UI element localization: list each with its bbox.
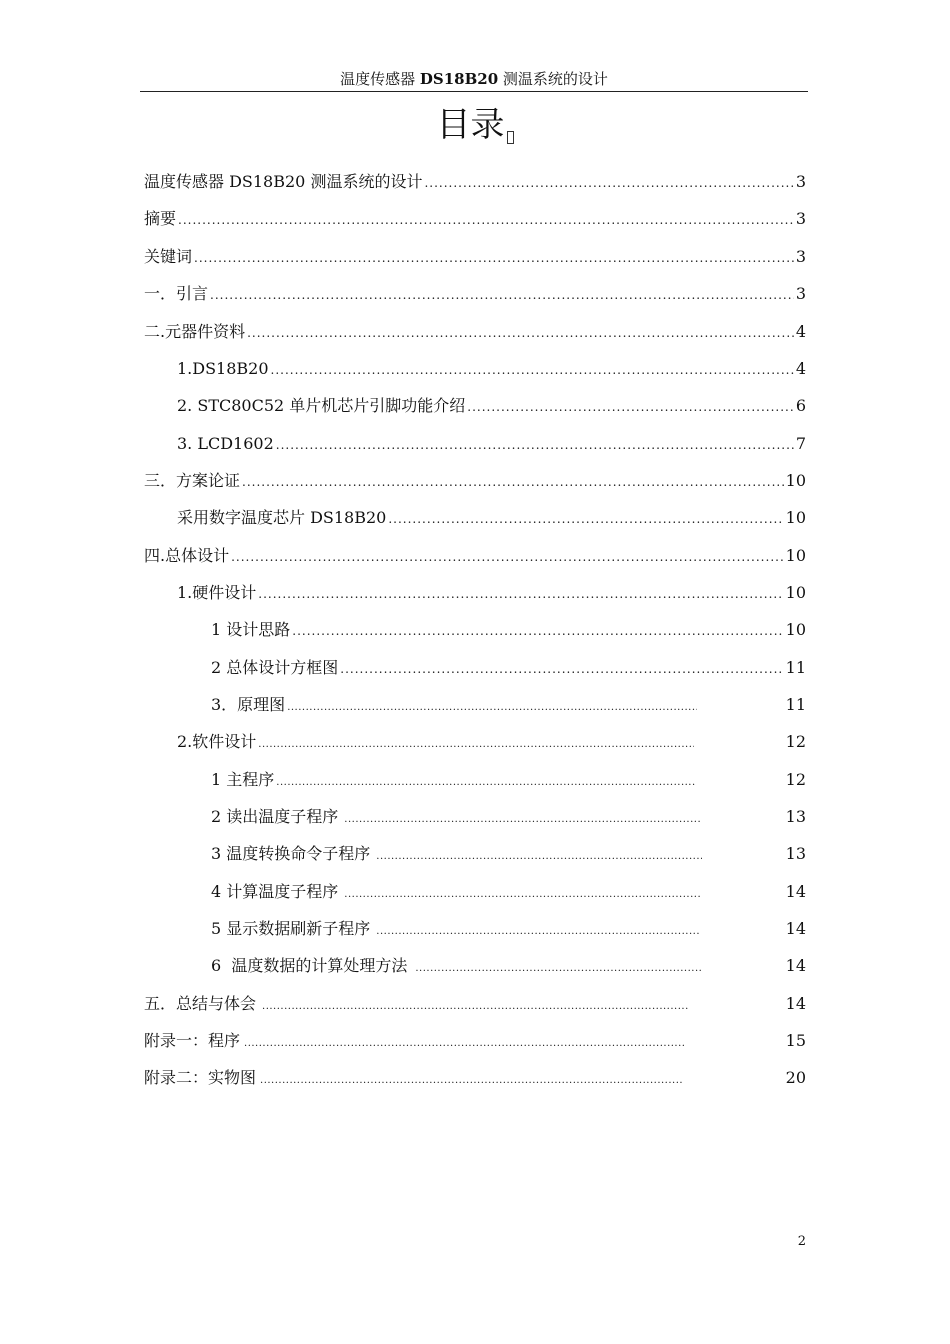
toc-entry[interactable] bbox=[211, 880, 806, 904]
toc-leader-dots bbox=[276, 771, 696, 795]
toc-leader-dots bbox=[271, 358, 794, 382]
toc-leader-dots bbox=[388, 507, 783, 531]
toc-entry[interactable] bbox=[211, 693, 806, 717]
toc-entry-page: 11 bbox=[785, 658, 806, 677]
toc-entry[interactable] bbox=[211, 842, 806, 866]
toc-leader-dots bbox=[244, 1032, 684, 1056]
toc-leader-dots bbox=[292, 619, 783, 643]
toc-leader-dots bbox=[287, 696, 697, 720]
toc-entry-page: 3 bbox=[795, 209, 806, 228]
toc-entry-page: 12 bbox=[785, 732, 806, 751]
toc-entry[interactable] bbox=[211, 917, 806, 941]
toc-entry[interactable] bbox=[144, 282, 806, 306]
header-text-bold: DS18B20 bbox=[419, 70, 499, 88]
toc-entry-label: 关键词 bbox=[144, 247, 193, 266]
toc-leader-dots bbox=[231, 545, 784, 569]
toc-entry-page: 11 bbox=[785, 695, 806, 714]
toc-entry-page: 7 bbox=[795, 434, 806, 453]
toc-leader-dots bbox=[340, 657, 783, 681]
toc-entry[interactable] bbox=[177, 394, 806, 418]
header-text-pre: 温度传感器 bbox=[340, 70, 420, 88]
toc-entry-page: 14 bbox=[785, 956, 806, 975]
toc-entry-page: 14 bbox=[785, 919, 806, 938]
toc-entry-page: 4 bbox=[795, 322, 806, 341]
toc-entry-page: 13 bbox=[785, 844, 806, 863]
toc-entry-page: 14 bbox=[785, 882, 806, 901]
toc-entry-label: 3. LCD1602 bbox=[177, 434, 274, 453]
toc-entry-page: 12 bbox=[785, 770, 806, 789]
toc-entry[interactable] bbox=[177, 581, 806, 605]
toc-leader-dots bbox=[258, 733, 694, 757]
toc-entry-label: 2.软件设计 bbox=[177, 732, 257, 751]
toc-title bbox=[0, 103, 950, 147]
toc-entry-page: 3 bbox=[795, 172, 806, 191]
toc-entry-label: 1 设计思路 bbox=[211, 620, 291, 639]
toc-entry-label: 附录一：程序 bbox=[144, 1031, 241, 1050]
toc-leader-dots bbox=[210, 283, 794, 307]
toc-entry[interactable] bbox=[177, 506, 806, 530]
toc-entry-label: 五．总结与体会 bbox=[144, 994, 257, 1013]
toc-leader-dots bbox=[415, 957, 703, 981]
toc-title-text: 目录 bbox=[436, 105, 505, 145]
page-number: 2 bbox=[797, 1234, 806, 1249]
toc-entry[interactable] bbox=[144, 170, 806, 194]
toc-leader-dots bbox=[260, 1069, 684, 1093]
placeholder-glyph-icon bbox=[507, 131, 514, 144]
toc-leader-dots bbox=[178, 208, 794, 232]
toc-entry[interactable] bbox=[144, 469, 806, 493]
toc-entry-label: 摘要 bbox=[144, 209, 177, 228]
toc-entry-label: 5 显示数据刷新子程序 bbox=[211, 919, 371, 938]
toc-entry[interactable] bbox=[144, 207, 806, 231]
toc-entry-page: 10 bbox=[785, 546, 806, 565]
header-text-post: 测温系统的设计 bbox=[498, 70, 608, 88]
toc-entry[interactable] bbox=[211, 805, 806, 829]
toc-entry-page: 14 bbox=[785, 994, 806, 1013]
toc-leader-dots bbox=[376, 920, 700, 944]
toc-entry[interactable] bbox=[144, 1029, 806, 1053]
toc-entry-label: 2. STC80C52 单片机芯片引脚功能介绍 bbox=[177, 396, 466, 415]
toc-leader-dots bbox=[258, 582, 783, 606]
toc-entry-page: 6 bbox=[795, 396, 806, 415]
toc-entry-page: 15 bbox=[785, 1031, 806, 1050]
toc-entry[interactable] bbox=[144, 544, 806, 568]
toc-entry[interactable] bbox=[144, 992, 806, 1016]
toc-entry-label: 3 温度转换命令子程序 bbox=[211, 844, 371, 863]
toc-entry[interactable] bbox=[177, 357, 806, 381]
toc-leader-dots bbox=[344, 883, 702, 907]
toc-entry-label: 二.元器件资料 bbox=[144, 322, 246, 341]
toc-entry-label: 1.DS18B20 bbox=[177, 359, 269, 378]
toc-entry-label: 1 主程序 bbox=[211, 770, 275, 789]
toc-entry[interactable] bbox=[144, 245, 806, 269]
toc-entry-page: 20 bbox=[785, 1068, 806, 1087]
toc-leader-dots bbox=[194, 246, 794, 270]
toc-entry-label: 一．引言 bbox=[144, 284, 209, 303]
toc-leader-dots bbox=[276, 433, 794, 457]
toc-entry-page: 13 bbox=[785, 807, 806, 826]
toc-entry[interactable] bbox=[177, 432, 806, 456]
toc-entry-page: 10 bbox=[785, 508, 806, 527]
toc-entry[interactable] bbox=[211, 954, 806, 978]
toc-entry[interactable] bbox=[144, 320, 806, 344]
toc-entry-label: 温度传感器 DS18B20 测温系统的设计 bbox=[144, 172, 423, 191]
header-rule bbox=[140, 91, 808, 92]
toc-entry-page: 10 bbox=[785, 583, 806, 602]
toc-leader-dots bbox=[242, 470, 784, 494]
toc-leader-dots bbox=[344, 808, 702, 832]
toc-leader-dots bbox=[247, 321, 794, 345]
toc-entry-label: 三．方案论证 bbox=[144, 471, 241, 490]
toc-entry-page: 4 bbox=[795, 359, 806, 378]
toc-entry-page: 3 bbox=[795, 284, 806, 303]
toc-entry-label: 四.总体设计 bbox=[144, 546, 230, 565]
toc-entry-label: 附录二：实物图 bbox=[144, 1068, 257, 1087]
toc-leader-dots bbox=[262, 995, 688, 1019]
toc-entry-label: 2 读出温度子程序 bbox=[211, 807, 339, 826]
toc-leader-dots bbox=[467, 395, 794, 419]
toc-entry[interactable] bbox=[177, 730, 806, 754]
toc-leader-dots bbox=[424, 171, 793, 195]
toc-entry-label: 3．原理图 bbox=[211, 695, 286, 714]
toc-entry-page: 10 bbox=[785, 620, 806, 639]
toc-entry[interactable] bbox=[211, 656, 806, 680]
toc-entry-page: 10 bbox=[785, 471, 806, 490]
toc-entry-label: 1.硬件设计 bbox=[177, 583, 257, 602]
running-header bbox=[140, 68, 808, 90]
toc-entry[interactable] bbox=[211, 768, 806, 792]
toc-entry-label: 6 温度数据的计算处理方法 bbox=[211, 956, 408, 975]
toc-entry-label: 4 计算温度子程序 bbox=[211, 882, 339, 901]
toc-entry-label: 采用数字温度芯片 DS18B20 bbox=[177, 508, 387, 527]
toc-entry[interactable] bbox=[211, 618, 806, 642]
toc-leader-dots bbox=[376, 845, 702, 869]
toc-entry[interactable] bbox=[144, 1066, 806, 1090]
toc-entry-page: 3 bbox=[795, 247, 806, 266]
toc-entry-label: 2 总体设计方框图 bbox=[211, 658, 339, 677]
